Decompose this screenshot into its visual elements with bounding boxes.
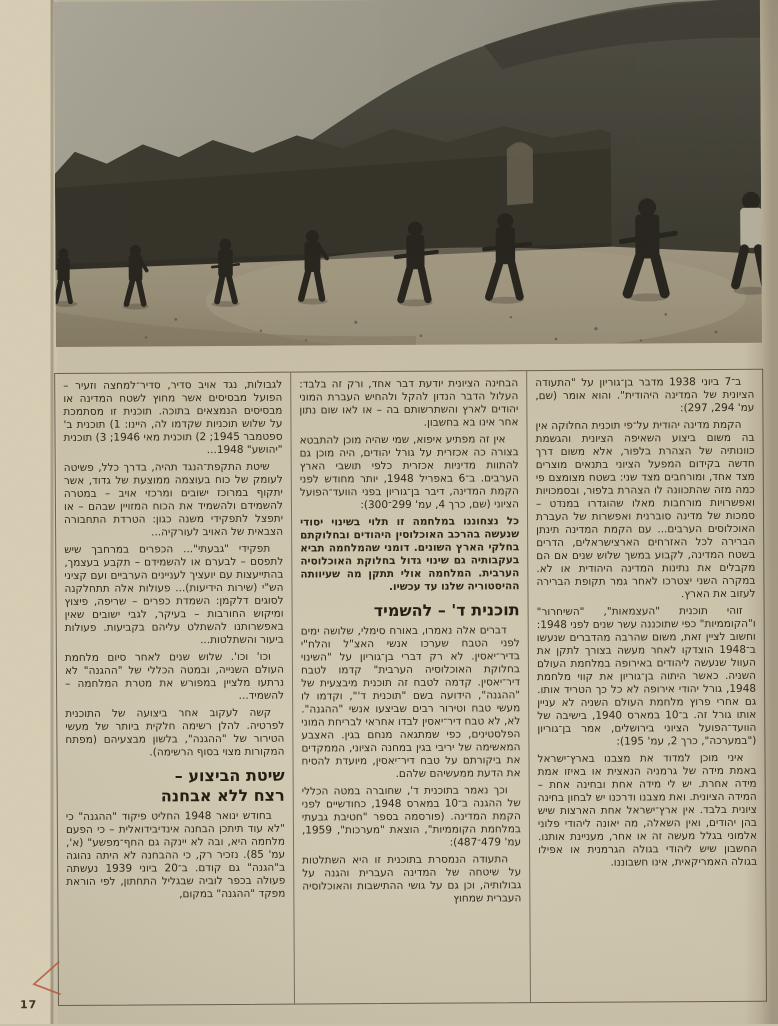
paragraph-continuation: הבחינה הציונית יודעת דבר אחד, ורק זה בלבד: העלול הדבר הנדון להקל ולהחיש העברת המוני יהודים לארץ והשתרשותם בה – או לאו שום נתון אחר אינו בא בחשבון.: [299, 377, 519, 429]
ben-gurion-quote-1938: הקמת מדינה יהודית על־פי תוכנית החלוקה אין בה משום ביצוע השאיפה הציונית והגשמת כוונותיה של הצהרת בלפור, אלא משום דרך חדשה בקידום המפעל הציוני בתנאים מוצרים מצד אחד, ומורחבים מצד שני: בשטח מצומצם פי כמה מזה שהתכוונה לו הצהרת בלפור, ובסמכויות ואפשרויות מורחבות מאלו שהוגדרו במנדט – סמכות של מדינה סוברנית ואפשרות של העברת האוכלוסים הערבים... עם הקמת המדינה תינתן הברירה לכל האזרחים הארצישראלים, הדרים בשטח המדינה, לקבוע במשך שלוש שנים אם הם מקבלים את נתינות המדינה היהודית או לא. במקרה השני יצטרכו לאחר גמר תקופת הברירה לעזוב את הארץ.: [535, 418, 756, 601]
givati-orders-quote: תפקידי "גבעתי"... הכפרים במרחבך שיש לתפסם – לבערם או להשמידם – תקבע בעצמך, בהתייעצות עם יועציך לעניינים הערביים ועם קציני הש"י (שירות הידיעות)... פעולות אלה תתחלקנה לסוגים דלקמן: השמדת כפרים – שריפה, פיצוץ ומיקוש החורבות – בעיקר, לגבי ישובים שאין באפשרותנו להשתלט עליהם בקביעות. פעולות ביעור והשתלטות...: [64, 542, 284, 647]
paragraph: ב־7 ביוני 1938 מדבר בן־גוריון על "התעודה הציונית של המדינה היהודית". והוא אומר (שם, עמ' 294, 297):: [535, 375, 755, 415]
column-left: [55, 373, 295, 1005]
ben-gurion-quote-1940: איני מוכן למדוד את מצבנו בארץ־ישראל באמת מידה של גרמניה הנאצית או באיזו אמת מידה אחרת. יש לי מידה אחת ובחינה אחת – המידה הציונית. ואת מצבנו ודרכנו יש לבחון בחינה ציונית בלבד. אין ארץ־ישראל אחת הארצות שיש בהן יהודים, ואין השאלה, מה יאונה ליהודי פלוני אלמוני בגלל מעשה זה או אחר, מעניינת אותנו. החשבון שיש ליהודי בגולה הגרמנית או אפילו בגולה האמריקאית, אינו חשבוננו.: [537, 751, 758, 869]
section-heading-plan-d: תוכנית ד' – להשמיד: [373, 600, 520, 621]
photograph-armed-men-desert: [54, 0, 762, 347]
plan-d-quote: התעודה הנמסרת בתוכנית זו היא השתלטות על שיטחה של המדינה העברית והגנה על גבולותיה, וכן גם על גושי ההתישבות והאוכלוסיה העברית שמחוץ: [302, 853, 522, 905]
paragraph: וכך נאמר בתוכנית ד', שחוברה במטה הכללי של ההגנה ב־10 במארס 1948, כחודשיים לפני הקמת המדינה. (פורסמה בספר "חטיבת גבעתי במלחמת הקוממיות", הוצאת "מערכות", 1959, עמ' 479־487):: [301, 784, 522, 849]
paragraph-continuation: לגבולות, נגד אויב סדיר, סדיר־למחצה וזעיר – הפועל מבסיסים אשר מחוץ לשטח המדינה או מבסיסים הנמצאים בתוכה. תוכנית זו מסתמכת על שלוש תוכניות שקדמו לה, היינו: 1) תוכנית ב' ספטמבר 1945; 2) תוכנית מאי 1946; 3) תוכנית "יהושע" 1948...: [63, 378, 283, 457]
paragraph: קשה לעקוב אחר ביצועה של התוכנית לפרטיה. להלן רשימה חלקית ביותר של מעשי הטירור של "ההגנה", בלשון מבצעיהם (מפתח המקורות מצוי בסוף הרשימה).: [65, 706, 285, 759]
section-heading-execution-method: שיטת הביצוע – רצח ללא אבחנה: [160, 765, 285, 806]
handwritten-check-mark: [27, 958, 63, 1002]
paragraph: אין זה מפתיע איפוא, שמי שהיה מוכן להתבטא בצורה כה אכזרית על גורל יהודים, היה מוכן גם להתוות מדיניות אכזרית כלפי תושבי הארץ הערבים. ב־6 באפריל 1948, יותר מחודש לפני הקמת המדינה, דיבר בן־גוריון בפני הוועד־הפועל הציוני (שם, כרך 4, עמ' 299־300):: [299, 433, 519, 512]
paragraph: דברים אלה נאמרו, באורח סימלי, שלושה ימים לפני הטבח שערכו אנשי האצ"ל והלח"י בדיר־יאסין. לא רק דברי בן־גוריון על "השינוי בחלוקת האוכלוסיה הערבית" קדמו לטבח דיר־יאסין. קדמה לטבח זה תוכנית מיבצעית של "ההגנה", הידועה בשם "תוכנית ד'", וקדמו לו מעשי טבח וטירור רבים שביצעו אנשי "ההגנה". לא, לא טבח דיר־יאסין לבדו אחראי לבריחת המוני הפלסטינים, כפי שמתגאה מנחם בגין. האצבע המאשימה של יריבי בגין במחנה הציוני, הממקדים את ביקורתם על טבח דיר־יאסין, מיועדת להסיח את הדעת ממעשיהם שלהם.: [300, 624, 521, 780]
paragraph: זוהי תוכנית "העצמאות", "השיחרור" ו"הקוממיות" כפי שתוכננה עשר שנים לפני 1948: וחשוב לציין זאת, משום שהרבה מהדברים שנעשו ב־1948 הוצדקו לאחר מעשה בצורך לתקן את העוול שנעשה ליהודים באירופה במלחמת העולם השניה. כאשר היתוה בן־גוריון את קווי מלחמת 1948, גורל יהודי אירופה לא כל כך הטריד אותו. גם אחרי פרוץ מלחמת העולם השניה לא עניין אותו גורל זה. ב־10 במארס 1940, בישיבה של הוועד־הפועל הציוני בירושלים, אמר בן־גוריון ("במערכה", כרך 2, עמ' 195):: [536, 604, 757, 748]
page-number: 17: [19, 998, 38, 1012]
column-middle: [291, 371, 531, 1003]
paragraph: בחודש ינואר 1948 החליט פיקוד "ההגנה" כי "לא עוד תיתכן הבחנה אינדיבידואלית – כי הפעם מלחמה היא, ובה לא יינקה גם החף־מפשע" (א', עמ' 85). נזכיר רק, כי ההבחנה לא היתה נהוגה ב"הגנה" גם קודם. ב־20 ביוני 1939 נעשתה פעולה בכפר לוביה שבגליל התחתון, לפי הוראת מפקד "ההגנה" במקום,: [65, 809, 286, 901]
article-text-block: [54, 369, 767, 1006]
paragraph: וכו' וכו'. שלוש שנים לאחר סיום מלחמת העולם השנייה, ובמטה הכללי של "ההגנה" לא נרתעו מלציין במפורש את מטרת המלחמה – להשמיד...: [64, 650, 285, 702]
column-right: [527, 370, 766, 1002]
paragraph: שיטת התקפת־הנגד תהיה, בדרך כלל, פשיטה לעומק של כוח בעוצמה ממוצעת של גדוד, אשר יתקוף במרוכז ישובים ומרכזי אויב – במטרה להשמידם ולהשמיד את הכוח המזויין שבהם – או יתפצל לתפקידי משנה כגון: הטרדת התחבורה הצבאית של האויב לעורקיה...: [63, 460, 284, 539]
ben-gurion-quote-bold: כל נצחוננו במלחמה זו תלוי בשינוי יסודי שנעשה בהרכב האוכלוסין היהודים ובחלוקתם בחלקי הארץ השונים. דומני שהמלחמה תביא בעקבותיה גם שינוי גדול בחלוקת האוכלוסיה הערבית. המלחמה אולי תתקן מה שעיוותה ההיסטוריה שלנו עד עכשיו.: [300, 515, 520, 594]
